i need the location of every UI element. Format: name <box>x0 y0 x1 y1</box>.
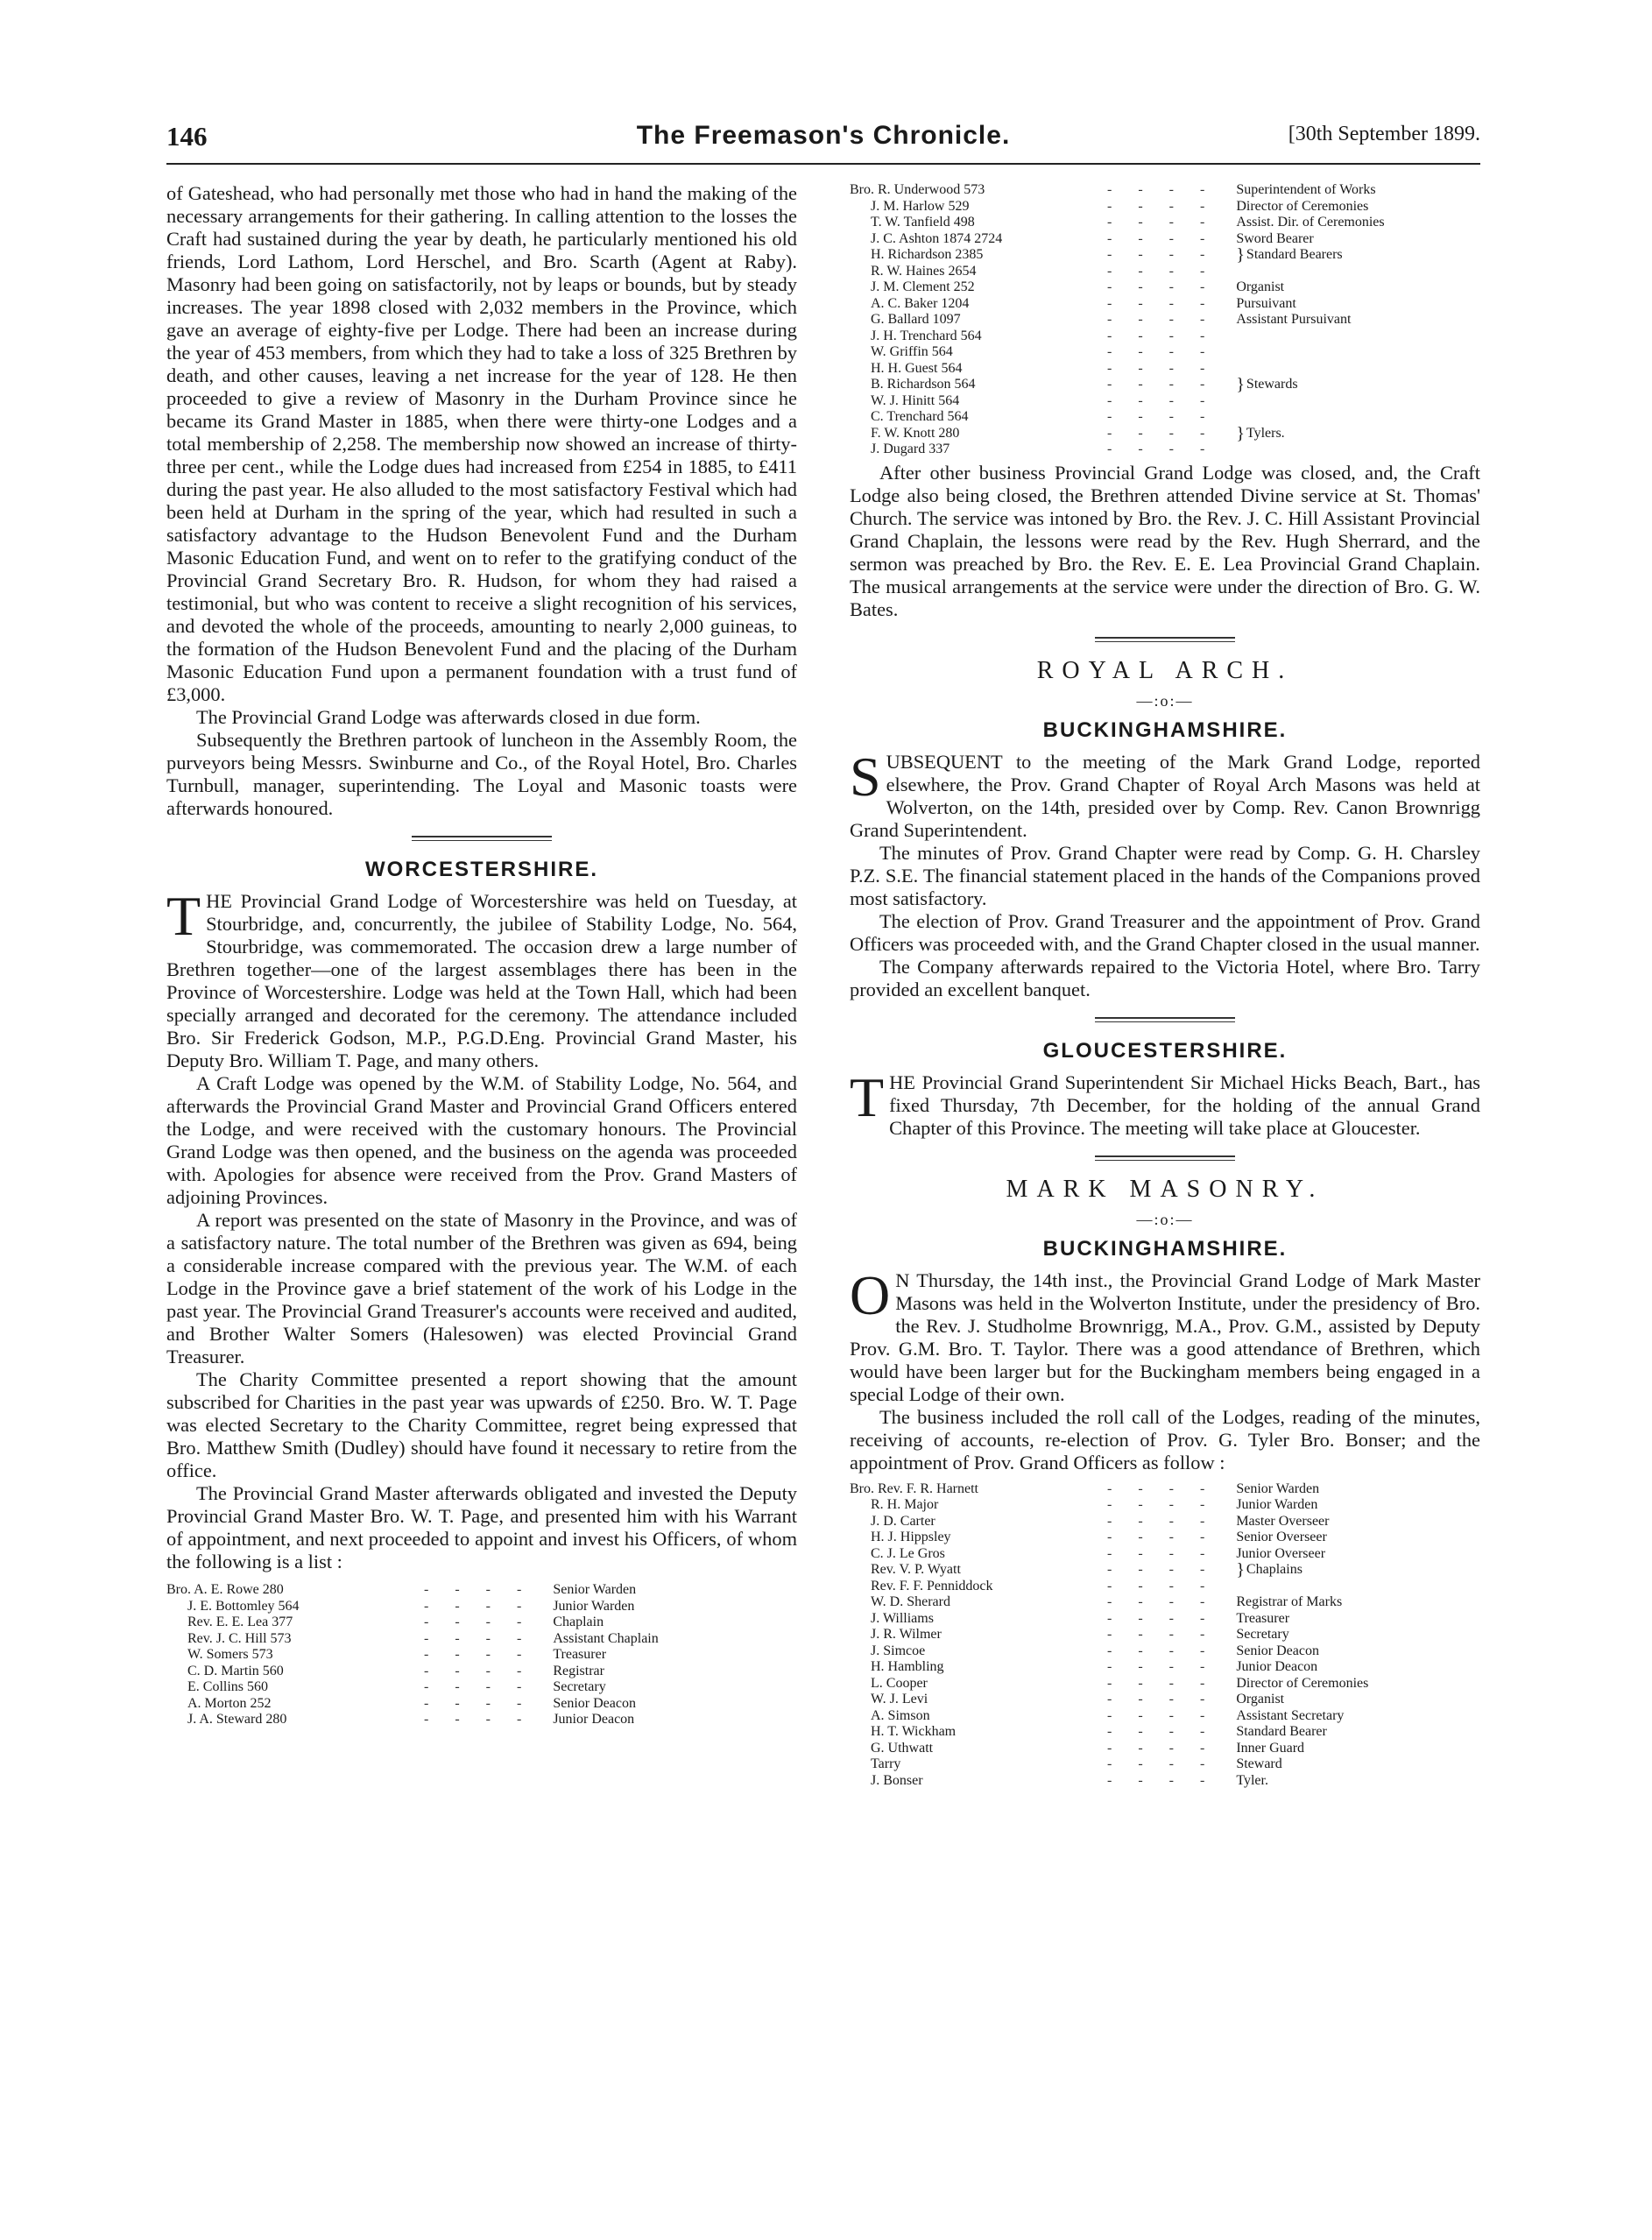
mark-paragraph: The business included the roll call of the Lodges, reading of the minutes, receiving of accounts, re-election of Prov. G. Tyler Bro. Bonser; and the appointment of Prov. Grand Officers as follow : <box>850 1405 1480 1473</box>
brace: } <box>1236 375 1245 395</box>
officer-name: J. R. Wilmer <box>871 1627 942 1642</box>
officer-office: Senior Warden <box>1236 1480 1320 1496</box>
officer-name: W. J. Hinitt 564 <box>871 392 960 408</box>
officer-name: J. C. Ashton 1874 2724 <box>871 230 1003 246</box>
ornament: —:o:— <box>1136 691 1194 710</box>
officer-row: H. J. Hippsley ---- Senior Overseer <box>850 1530 1368 1546</box>
officer-office-label: Chaplains <box>1246 1562 1303 1577</box>
worcester-paragraph: The Charity Committee presented a report showing that the amount subscribed for Charities in the past year was upwards of £250. Bro. W. T. Page was elected Secretary to the Charity Committee, regret being expressed that Bro. Matthew Smith (Dudley) should have found it necessary to retire from the office. <box>166 1368 797 1481</box>
officer-row: W. J. Levi ---- Organist <box>850 1692 1368 1708</box>
officer-office: Registrar <box>553 1663 604 1678</box>
officer-office: Director of Ceremonies <box>1236 1675 1369 1691</box>
brace: } <box>1236 423 1245 443</box>
officer-name: A. Morton 252 <box>187 1695 272 1711</box>
brace: } <box>1236 245 1245 265</box>
officer-office: Treasurer <box>553 1647 607 1662</box>
worcester-officer-list-continued <box>850 182 1385 458</box>
officer-row: J. D. Carter ---- Master Overseer <box>850 1514 1368 1530</box>
officer-row: Bro. Rev. F. R. Harnett ---- Senior Warden <box>850 1481 1368 1498</box>
page-number: 146 <box>166 121 208 152</box>
officer-row: C. D. Martin 560 ---- Registrar <box>166 1664 659 1680</box>
officer-office: Senior Deacon <box>1236 1643 1319 1658</box>
mark-officer-list <box>850 1481 1368 1790</box>
officer-office: Senior Warden <box>553 1582 637 1597</box>
officer-name: C. J. Le Gros <box>871 1545 945 1561</box>
officer-office: Junior Overseer <box>1236 1545 1326 1561</box>
royal-arch-opening-text: UBSEQUENT to the meeting of the Mark Grand Lodge, reported elsewhere, the Prov. Grand Chapter of Royal Arch Masons was held at Wolverton, on the 14th, presided over by Comp. Rev. Canon Brownrigg Grand Superintendent. <box>850 750 1480 841</box>
officer-name: J. M. Clement 252 <box>871 279 975 294</box>
officer-office <box>1231 377 1384 393</box>
worcester-opening-paragraph <box>166 885 797 1072</box>
section-heading-worcestershire: WORCESTERSHIRE. <box>364 858 598 881</box>
officer-office <box>1231 1562 1368 1579</box>
officer-name: J. E. Bottomley 564 <box>187 1598 300 1614</box>
officer-row: Rev. J. C. Hill 573 ---- Assistant Chaplain <box>166 1631 659 1648</box>
officer-office-label: Stewards <box>1246 377 1298 392</box>
royal-arch-paragraph: The election of Prov. Grand Treasurer and the appointment of Prov. Grand Officers was proceeded with, and the Grand Chapter closed in the usual manner. <box>850 909 1480 955</box>
officer-office: Senior Overseer <box>1236 1530 1327 1544</box>
officer-name: Tarry <box>871 1756 901 1771</box>
officer-name: J. H. Trenchard 564 <box>871 328 982 343</box>
officer-name: L. Cooper <box>871 1675 928 1691</box>
service-paragraph: After other business Provincial Grand Lodge was closed, and, the Craft Lodge also being closed, the Brethren attended Divine service at St. Thomas' Church. The service was intoned by Bro. the Rev. J. C. Hill Assistant Provincial Grand Chaplain, the lessons were read by the Rev. Hugh Sherrard, and the sermon was preached by Bro. the Rev. E. E. Lea Provincial Grand Chaplain. The musical arrangements at the service were under the direction of Bro. G. W. Bates. <box>850 461 1480 620</box>
officer-name: Bro. R. Underwood 573 <box>850 182 985 197</box>
officer-row: J. A. Steward 280 ---- Junior Deacon <box>166 1712 659 1728</box>
officer-office: Assistant Pursuivant <box>1236 312 1352 327</box>
section-heading-mark-masonry: MARK MASONRY. <box>1006 1175 1324 1203</box>
section-divider <box>1095 1155 1235 1161</box>
officer-office: Standard Bearer <box>1236 1724 1327 1739</box>
officer-row: J. M. Clement 252 ---- Organist <box>850 279 1385 296</box>
officer-row: H. H. Guest 564 ---- <box>850 361 1385 378</box>
officer-name: R. W. Haines 2654 <box>871 263 977 279</box>
officer-row: L. Cooper ---- Director of Ceremonies <box>850 1676 1368 1692</box>
officer-name: H. J. Hippsley <box>871 1530 951 1544</box>
officer-office: Sword Bearer <box>1236 230 1314 246</box>
officer-office: Junior Deacon <box>1236 1659 1318 1674</box>
section-heading-gloucestershire: GLOUCESTERSHIRE. <box>1042 1038 1288 1063</box>
officer-office <box>1231 442 1384 458</box>
drop-cap: S <box>850 745 881 808</box>
officer-name: R. H. Major <box>871 1497 939 1512</box>
officer-office: Organist <box>1236 279 1285 294</box>
subheading-buckinghamshire: BUCKINGHAMSHIRE. <box>1042 1236 1288 1261</box>
officer-office: Organist <box>1236 1692 1285 1706</box>
officer-name: Rev. E. E. Lea 377 <box>187 1615 293 1629</box>
officer-name: C. Trenchard 564 <box>871 409 969 424</box>
royal-arch-paragraph: The minutes of Prov. Grand Chapter were read by Comp. G. H. Charsley P.Z. S.E. The financial statement placed in the hands of the Companions proved most satisfactory. <box>850 841 1480 909</box>
officer-row: J. Williams ---- Treasurer <box>850 1611 1368 1628</box>
officer-row: J. C. Ashton 1874 2724 ---- Sword Bearer <box>850 231 1385 248</box>
officer-row: J. Dugard 337 ---- <box>850 442 1385 458</box>
officer-office: Junior Deacon <box>553 1712 635 1727</box>
officer-office <box>1231 361 1384 378</box>
gloucester-text: HE Provincial Grand Superintendent Sir Michael Hicks Beach, Bart., has fixed Thursday, 7th December, for the holding of the annual Grand Chapter of this Province. The meeting will take place at Gloucester. <box>889 1071 1480 1139</box>
header-rule <box>166 163 1480 165</box>
mark-opening-paragraph <box>850 1263 1480 1406</box>
officer-office: Secretary <box>1236 1627 1289 1642</box>
officer-row: J. H. Trenchard 564 ---- <box>850 329 1385 345</box>
officer-name: H. Hambling <box>871 1659 944 1674</box>
officer-name: H. T. Wickham <box>871 1724 957 1739</box>
officer-name: T. W. Tanfield 498 <box>871 215 975 230</box>
officer-row: H. T. Wickham ---- Standard Bearer <box>850 1724 1368 1741</box>
officer-row: H. Hambling ---- Junior Deacon <box>850 1659 1368 1676</box>
officer-row: J. Simcoe ---- Senior Deacon <box>850 1643 1368 1660</box>
officer-office: Superintendent of Works <box>1236 182 1376 197</box>
officer-row: W. Griffin 564 ---- <box>850 344 1385 361</box>
officer-row: Rev. F. F. Penniddock ---- <box>850 1579 1368 1595</box>
officer-office: Pursuivant <box>1236 295 1296 311</box>
durham-paragraph: The Provincial Grand Lodge was afterwards closed in due form. <box>196 706 701 728</box>
officer-row: J. Bonser ---- Tyler. <box>850 1773 1368 1790</box>
ornament: —:o:— <box>1136 1210 1194 1228</box>
officer-name: Bro. Rev. F. R. Harnett <box>850 1480 978 1496</box>
left-column <box>166 182 797 1728</box>
issue-date: [30th September 1899. <box>1288 123 1480 145</box>
officer-name: J. Bonser <box>871 1772 923 1788</box>
royal-arch-paragraph: The Company afterwards repaired to the Victoria Hotel, where Bro. Tarry provided an excellent banquet. <box>850 955 1480 1000</box>
officer-office: Chaplain <box>553 1615 604 1629</box>
officer-name: G. Uthwatt <box>871 1740 934 1756</box>
officer-row: C. Trenchard 564 ---- <box>850 409 1385 426</box>
officer-name: F. W. Knott 280 <box>871 425 960 441</box>
officer-name: J. M. Harlow 529 <box>871 198 970 214</box>
officer-row: R. H. Major ---- Junior Warden <box>850 1497 1368 1514</box>
durham-paragraph: Subsequently the Brethren partook of luncheon in the Assembly Room, the purveyors being Messrs. Swinburne and Co., of the Royal Hotel, Bro. Charles Turnbull, manager, superintending. The Loyal and Masonic toasts were afterwards honoured. <box>166 729 797 819</box>
officer-name: J. A. Steward 280 <box>187 1712 287 1727</box>
gloucester-paragraph <box>850 1065 1480 1140</box>
section-divider <box>1095 637 1235 642</box>
officer-name: Rev. V. P. Wyatt <box>871 1562 961 1577</box>
officer-row: A. Morton 252 ---- Senior Deacon <box>166 1696 659 1713</box>
worcester-paragraph: A report was presented on the state of Masonry in the Province, and was of a satisfactory nature. The total number of the Brethren was given as 694, being a considerable increase compared with the previous year. The W.M. of each Lodge in the Province gave a brief statement of the work of his Lodge in the past year. The Provincial Grand Treasurer's accounts were received and audited, and Brother Walter Somers (Halesowen) was elected Provincial Grand Treasurer. <box>166 1209 797 1367</box>
officer-office: Steward <box>1236 1756 1282 1771</box>
officer-office <box>1231 264 1384 280</box>
officer-office: Assist. Dir. of Ceremonies <box>1236 215 1385 230</box>
officer-office: Registrar of Marks <box>1236 1594 1343 1609</box>
officer-office: Master Overseer <box>1236 1513 1330 1529</box>
officer-row: C. J. Le Gros ---- Junior Overseer <box>850 1546 1368 1563</box>
durham-paragraph: of Gateshead, who had personally met those who had in hand the making of the necessary arrangements for their gathering. In calling attention to the losses the Craft had sustained during the year by death, he particularly mentioned his old friends, Lord Lathom, Lord Herschel, and Bro. Scarth (Agent at Raby). Masonry had been going on satisfactorily, not by leaps or bounds, but by steady increases. The year 1898 closed with 2,032 members in the Province, which gave an average of eighty-five per Lodge. There had been an increase during the year of 453 members, from which they had to take a loss of 325 Brethren by death, and other causes, leaving a net increase for the year of 128. He then proceeded to give a review of Masonry in the Durham Province since he became its Grand Master in 1885, when there were thirty-one Lodges and a total membership of 2,258. The membership now showed an increase of thirty-three per cent., while the Lodge dues had increased from £254 in 1885, to £411 during the past year. He also alluded to the most satisfactory Festival which had been held at Durham in the spring of the year, which had resulted in such a satisfactory advantage to the Hudson Benevolent Fund and the Durham Masonic Education Fund, and went on to refer to the gratifying conduct of the Provincial Grand Secretary Bro. R. Hudson, for whom they had raised a testimonial, but who was content to receive a slight recognition of his services, and devoted the whole of the proceeds, amounting to nearly 2,000 guineas, to the formation of the Hudson Benevolent Fund and the placing of the Durham Masonic Education Fund upon a permanent foundation with a trust fund of £3,000. <box>166 182 797 705</box>
subheading-buckinghamshire: BUCKINGHAMSHIRE. <box>1042 717 1288 742</box>
officer-name: Rev. F. F. Penniddock <box>871 1578 993 1593</box>
officer-office: Treasurer <box>1236 1610 1290 1626</box>
officer-row: R. W. Haines 2654 ---- <box>850 264 1385 280</box>
worcester-paragraph: The Provincial Grand Master afterwards obligated and invested the Deputy Provincial Grand Master Bro. W. T. Page, and presented him with his Warrant of appointment, and next proceeded to appoint and invest his Officers, of whom the following is a list : <box>166 1482 797 1572</box>
officer-office: Secretary <box>553 1679 606 1694</box>
officer-office <box>1231 329 1384 345</box>
officer-name: W. J. Levi <box>871 1692 928 1706</box>
officer-office-label: Standard Bearers <box>1246 247 1343 262</box>
drop-cap: T <box>850 1065 885 1128</box>
officer-name: Bro. A. E. Rowe 280 <box>166 1582 284 1597</box>
officer-office: Assistant Secretary <box>1236 1707 1345 1723</box>
officer-row: W. Somers 573 ---- Treasurer <box>166 1647 659 1664</box>
officer-name: H. Richardson 2385 <box>871 247 984 262</box>
officer-office <box>1231 344 1384 361</box>
worcester-paragraph: A Craft Lodge was opened by the W.M. of Stability Lodge, No. 564, and afterwards the Provincial Grand Master and Provincial Grand Officers entered the Lodge, and were received with the customary honours. The Provincial Grand Lodge was then opened, and the business on the agenda was proceeded with. Apologies for absence were received from the Prov. Grand Masters of adjoining Provinces. <box>166 1072 797 1208</box>
mark-opening-text: N Thursday, the 14th inst., the Provincial Grand Lodge of Mark Master Masons was held in the Wolverton Institute, under the presidency of Bro. the Rev. J. Studholme Brownrigg, M.A., Prov. G.M., assisted by Deputy Prov. G.M. Bro. T. Taylor. There was a good attendance of Brethren, which would have been larger but for the Buckingham members being engaged in a special Lodge of their own. <box>850 1268 1480 1405</box>
officer-name: Rev. J. C. Hill 573 <box>187 1630 292 1646</box>
officer-office: Inner Guard <box>1236 1740 1305 1756</box>
officer-name: J. Simcoe <box>871 1643 926 1658</box>
brace: } <box>1236 1560 1245 1580</box>
officer-row: W. J. Hinitt 564 ---- <box>850 393 1385 410</box>
officer-office: Tyler. <box>1236 1772 1268 1788</box>
officer-row: H. Richardson 2385 ---- } Standard Bearers <box>850 247 1385 264</box>
officer-office <box>1231 423 1384 443</box>
officer-row: A. C. Baker 1204 ---- Pursuivant <box>850 296 1385 313</box>
section-divider <box>412 836 552 841</box>
officer-row: F. W. Knott 280 ---- } Tylers. <box>850 426 1385 442</box>
officer-office <box>1231 1579 1368 1595</box>
officer-office: Junior Warden <box>1236 1497 1318 1512</box>
officer-name: A. C. Baker 1204 <box>871 295 970 311</box>
officer-row: T. W. Tanfield 498 ---- Assist. Dir. of Ceremonies <box>850 215 1385 231</box>
officer-name: J. Dugard 337 <box>871 442 950 456</box>
drop-cap: O <box>850 1263 891 1326</box>
officer-row: J. M. Harlow 529 ---- Director of Ceremonies <box>850 199 1385 216</box>
officer-office: Assistant Chaplain <box>553 1630 659 1646</box>
officer-row: Rev. E. E. Lea 377 ---- Chaplain <box>166 1615 659 1631</box>
right-column <box>850 182 1480 1789</box>
officer-office <box>1231 247 1384 264</box>
officer-row: J. R. Wilmer ---- Secretary <box>850 1627 1368 1643</box>
section-heading-royal-arch: ROYAL ARCH. <box>1036 656 1294 684</box>
officer-office <box>1231 409 1384 426</box>
officer-row: B. Richardson 564 ---- } Stewards <box>850 377 1385 393</box>
officer-office: Director of Ceremonies <box>1236 198 1369 214</box>
officer-name: G. Ballard 1097 <box>871 312 961 327</box>
officer-row: W. D. Sherard ---- Registrar of Marks <box>850 1594 1368 1611</box>
officer-row: Bro. A. E. Rowe 280 ---- Senior Warden <box>166 1582 659 1599</box>
officer-row: G. Uthwatt ---- Inner Guard <box>850 1741 1368 1757</box>
officer-office: Junior Warden <box>553 1598 635 1614</box>
officer-office-label: Tylers. <box>1246 425 1285 441</box>
officer-name: A. Simson <box>871 1707 930 1723</box>
page-header <box>166 121 1480 163</box>
officer-name: H. H. Guest 564 <box>871 360 963 376</box>
officer-name: J. D. Carter <box>871 1513 935 1529</box>
officer-office: Senior Deacon <box>553 1695 636 1711</box>
officer-row: Tarry ---- Steward <box>850 1756 1368 1773</box>
worcester-officer-list <box>166 1582 659 1728</box>
drop-cap: T <box>166 885 201 947</box>
officer-row: E. Collins 560 ---- Secretary <box>166 1679 659 1696</box>
officer-row: Bro. R. Underwood 573 ---- Superintendent of Works <box>850 182 1385 199</box>
officer-row: G. Ballard 1097 ---- Assistant Pursuivant <box>850 312 1385 329</box>
officer-row: J. E. Bottomley 564 ---- Junior Warden <box>166 1599 659 1615</box>
officer-row: A. Simson ---- Assistant Secretary <box>850 1708 1368 1725</box>
officer-name: W. D. Sherard <box>871 1594 950 1609</box>
officer-name: W. Griffin 564 <box>871 344 953 359</box>
officer-office <box>1231 393 1384 410</box>
worcester-opening-text: HE Provincial Grand Lodge of Worcestershire was held on Tuesday, at Stourbridge, and, concurrently, the jubilee of Stability Lodge, No. 564, Stourbridge, was commemorated. The occasion drew a large number of Brethren together—one of the largest assemblages there has been in the Province of Worcestershire. Lodge was held at the Town Hall, which had been specially arranged and decorated for the ceremony. The attendance included Bro. Sir Frederick Godson, M.P., P.G.D.Eng. Provincial Grand Master, his Deputy Bro. William T. Page, and many others. <box>166 890 797 1071</box>
officer-name: W. Somers 573 <box>187 1647 273 1662</box>
publication-title: The Freemason's Chronicle. <box>636 121 1011 150</box>
officer-name: E. Collins 560 <box>187 1679 269 1694</box>
officer-row: Rev. V. P. Wyatt ---- } Chaplains <box>850 1562 1368 1579</box>
royal-arch-opening-paragraph <box>850 745 1480 842</box>
section-divider <box>1095 1017 1235 1022</box>
officer-name: J. Williams <box>871 1610 934 1626</box>
officer-name: C. D. Martin 560 <box>187 1663 284 1678</box>
officer-name: B. Richardson 564 <box>871 377 976 392</box>
